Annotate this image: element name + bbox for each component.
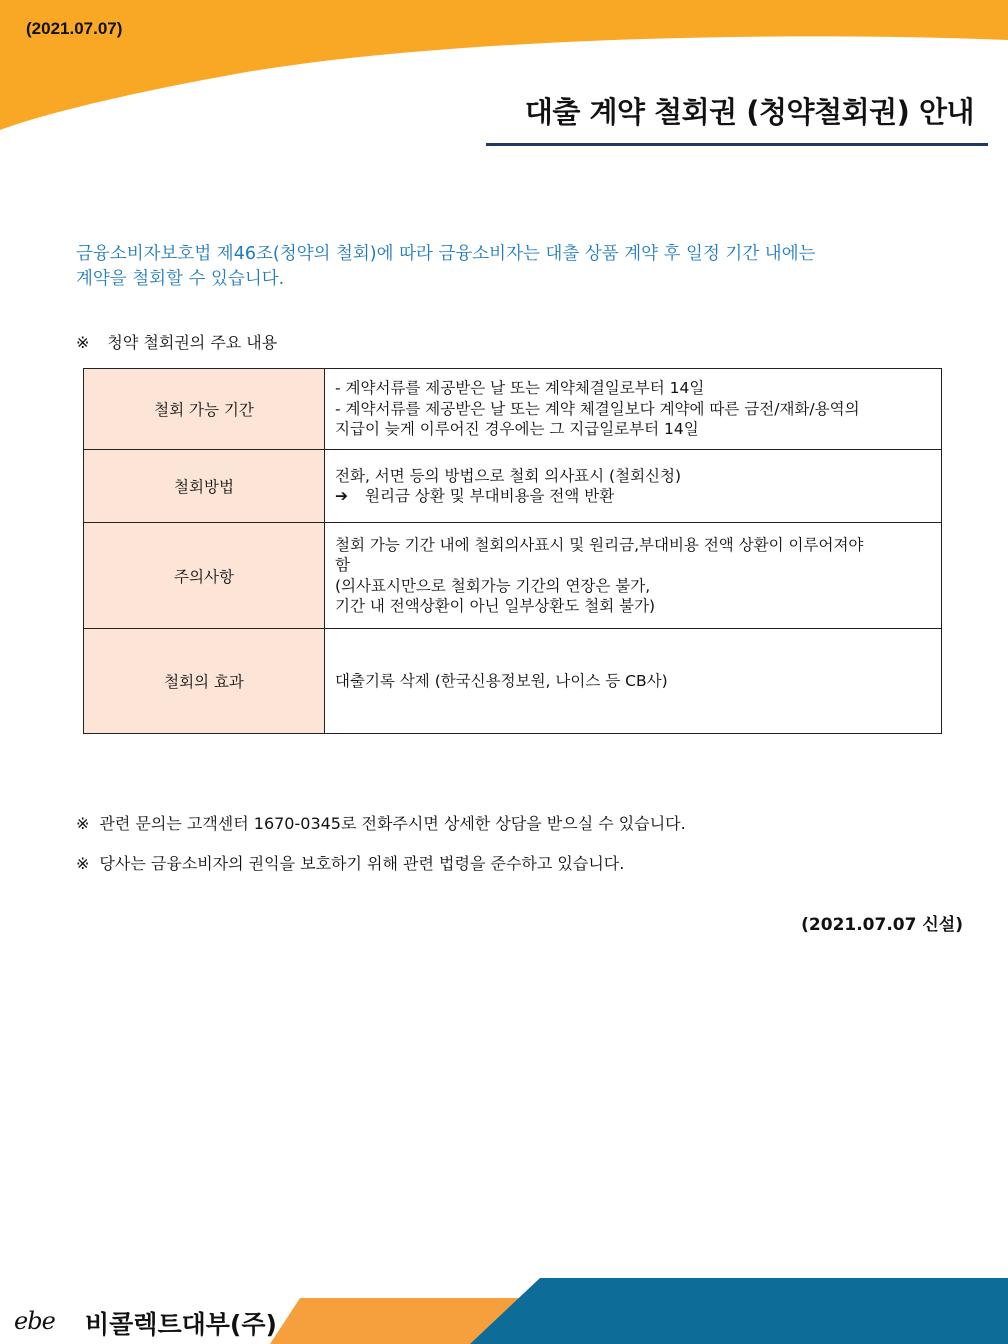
effect-line-1: 대출기록 삭제 (한국신용정보원, 나이스 등 CB사) <box>335 671 668 690</box>
row-label-caution: 주의사항 <box>84 523 325 629</box>
company-logo-icon: ebe <box>14 1307 55 1335</box>
row-content-period <box>325 369 942 450</box>
caution-line-1: 철회 가능 기간 내에 철회의사표시 및 원리금,부대비용 전액 상환이 이루어져야 <box>335 535 864 554</box>
period-line-1: - 계약서류를 제공받은 날 또는 계약체결일로부터 14일 <box>335 379 705 398</box>
row-label-effect: 철회의 효과 <box>84 629 325 734</box>
company-name: 비콜렉트대부(주) <box>85 1310 277 1339</box>
intro-line-2: 계약을 철회할 수 있습니다. <box>76 269 285 289</box>
note-compliance-text: 당사는 금융소비자의 권익을 보호하기 위해 관련 법령을 준수하고 있습니다. <box>99 854 625 873</box>
row-label-period: 철회 가능 기간 <box>84 369 325 450</box>
method-arrow-text: 원리금 상환 및 부대비용을 전액 반환 <box>365 487 615 505</box>
method-line-1: 전화, 서면 등의 방법으로 철회 의사표시 (철회신청) <box>335 466 682 485</box>
reference-mark-icon: ※ <box>76 814 90 833</box>
arrow-right-icon: ➔ <box>335 487 348 505</box>
caution-line-4: 기간 내 전액상환이 아닌 일부상환도 철회 불가) <box>335 597 656 615</box>
intro-line-1: 금융소비자보호법 제46조(청약의 철회)에 따라 금융소비자는 대출 상품 계약 후 일정 기간 내에는 <box>76 244 816 264</box>
table-row-caution <box>84 523 942 629</box>
method-line-2 <box>335 486 931 507</box>
row-content-method <box>325 450 942 523</box>
page-title: 대출 계약 철회권 (청약철회권) 안내 <box>524 95 974 129</box>
withdrawal-info-table <box>83 368 942 734</box>
reference-mark-icon: ※ <box>76 333 90 352</box>
header-date: (2021.07.07) <box>26 19 123 38</box>
reference-mark-icon: ※ <box>76 854 90 873</box>
table-row-effect <box>84 629 942 734</box>
row-content-caution <box>325 523 942 629</box>
section-heading <box>76 330 277 353</box>
table-row-method <box>84 450 942 523</box>
note-contact <box>76 811 686 834</box>
table-row-period <box>84 369 942 450</box>
caution-line-3: (의사표시만으로 철회가능 기간의 연장은 불가, <box>335 576 651 595</box>
section-heading-text: 청약 철회권의 주요 내용 <box>107 333 278 352</box>
note-compliance <box>76 851 624 874</box>
caution-line-2: 함 <box>335 556 350 574</box>
row-label-method: 철회방법 <box>84 450 325 523</box>
intro-text <box>76 242 936 292</box>
period-line-2: - 계약서류를 제공받은 날 또는 계약 체결일보다 계약에 따른 금전/재화/용역의 <box>335 399 860 418</box>
period-line-3: 지급이 늦게 이루어진 경우에는 그 지급일로부터 14일 <box>335 420 699 439</box>
note-contact-text: 관련 문의는 고객센터 1670-0345로 전화주시면 상세한 상담을 받으실 수 있습니다. <box>99 814 686 833</box>
established-date: (2021.07.07 신설) <box>801 915 963 935</box>
row-content-effect <box>325 629 942 734</box>
title-underline <box>486 143 988 146</box>
